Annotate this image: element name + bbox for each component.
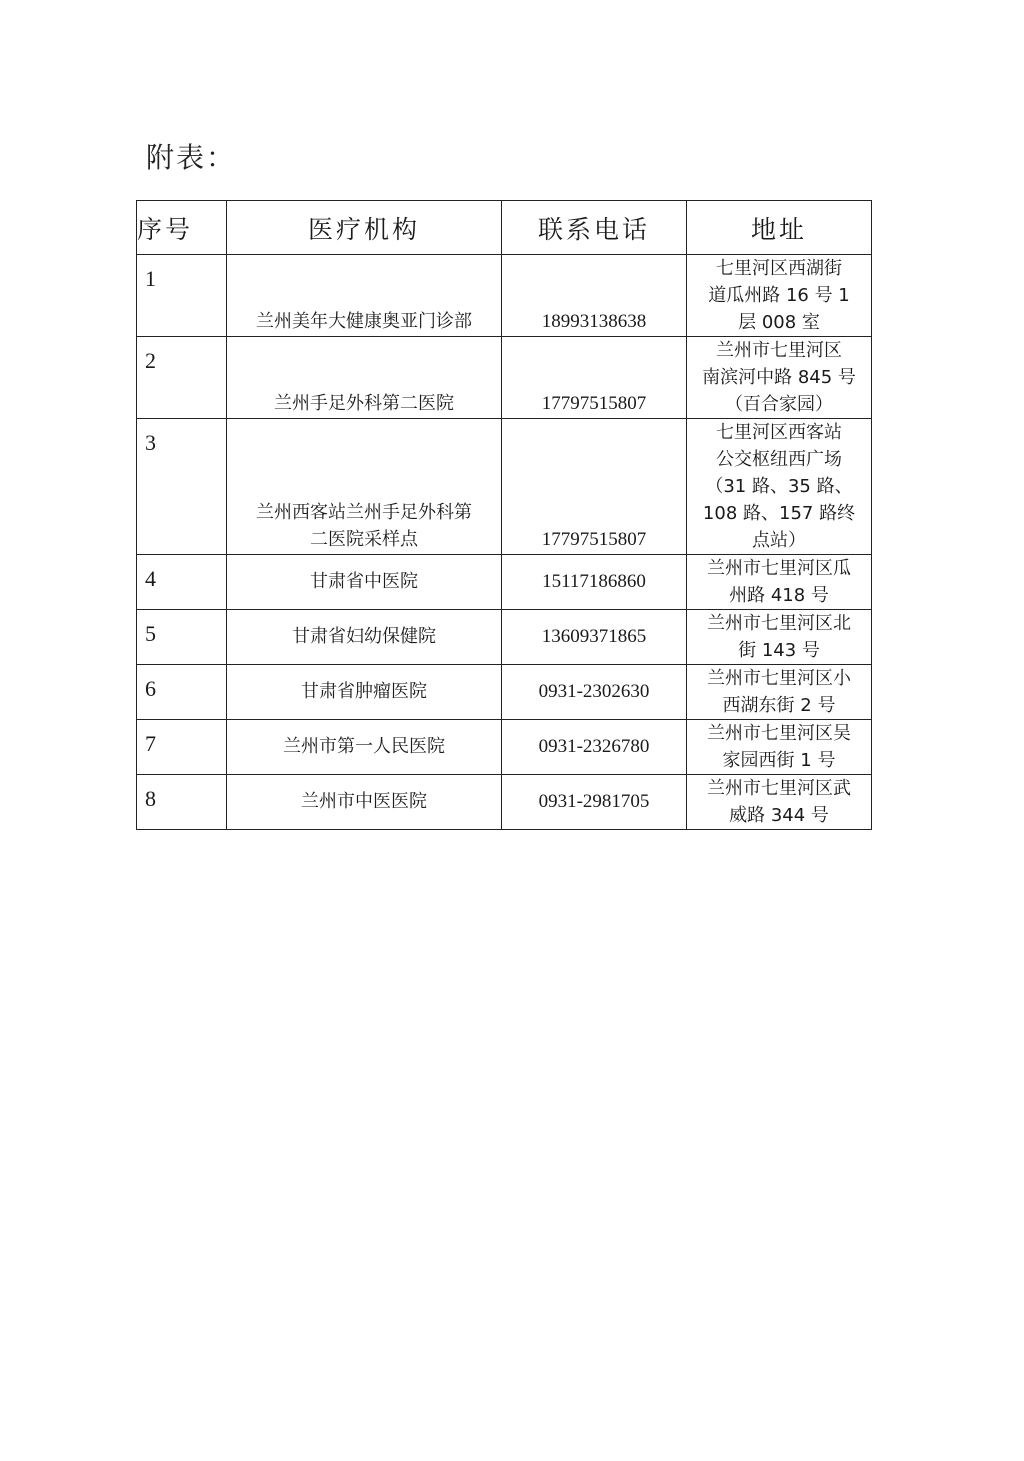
header-address: 地址 bbox=[687, 201, 872, 255]
row-institution: 兰州手足外科第二医院 bbox=[227, 337, 502, 419]
row-institution: 兰州西客站兰州手足外科第 二医院采样点 bbox=[227, 419, 502, 555]
row-seq: 7 bbox=[137, 720, 227, 775]
row-address: 兰州市七里河区瓜 州路 418 号 bbox=[687, 555, 872, 610]
row-institution: 兰州市第一人民医院 bbox=[227, 720, 502, 775]
table-row bbox=[137, 419, 872, 555]
header-seq: 序号 bbox=[137, 201, 227, 255]
table-row bbox=[137, 665, 872, 720]
row-address: 兰州市七里河区小 西湖东街 2 号 bbox=[687, 665, 872, 720]
row-phone: 15117186860 bbox=[502, 555, 687, 610]
row-seq: 5 bbox=[137, 610, 227, 665]
row-address: 兰州市七里河区北 街 143 号 bbox=[687, 610, 872, 665]
header-phone: 联系电话 bbox=[502, 201, 687, 255]
table-row bbox=[137, 720, 872, 775]
row-phone: 18993138638 bbox=[502, 255, 687, 337]
row-seq: 2 bbox=[137, 337, 227, 419]
row-seq: 8 bbox=[137, 775, 227, 830]
row-seq: 3 bbox=[137, 419, 227, 555]
row-institution: 兰州美年大健康奥亚门诊部 bbox=[227, 255, 502, 337]
table-row bbox=[137, 337, 872, 419]
row-phone: 0931-2326780 bbox=[502, 720, 687, 775]
row-institution: 甘肃省妇幼保健院 bbox=[227, 610, 502, 665]
table-row bbox=[137, 555, 872, 610]
table-row bbox=[137, 610, 872, 665]
row-institution: 甘肃省肿瘤医院 bbox=[227, 665, 502, 720]
row-seq: 4 bbox=[137, 555, 227, 610]
row-address: 七里河区西客站 公交枢纽西广场 （31 路、35 路、 108 路、157 路终 点站） bbox=[687, 419, 872, 555]
row-seq: 6 bbox=[137, 665, 227, 720]
row-phone: 17797515807 bbox=[502, 419, 687, 555]
row-address: 七里河区西湖街 道瓜州路 16 号 1 层 008 室 bbox=[687, 255, 872, 337]
row-institution: 甘肃省中医院 bbox=[227, 555, 502, 610]
table-row bbox=[137, 255, 872, 337]
row-address: 兰州市七里河区武 威路 344 号 bbox=[687, 775, 872, 830]
table-header-row bbox=[137, 201, 872, 255]
page-title: 附表： bbox=[146, 141, 237, 174]
row-address: 兰州市七里河区 南滨河中路 845 号 （百合家园） bbox=[687, 337, 872, 419]
row-phone: 13609371865 bbox=[502, 610, 687, 665]
row-phone: 17797515807 bbox=[502, 337, 687, 419]
row-institution: 兰州市中医医院 bbox=[227, 775, 502, 830]
row-seq: 1 bbox=[137, 255, 227, 337]
row-phone: 0931-2981705 bbox=[502, 775, 687, 830]
hospital-table bbox=[136, 200, 872, 830]
table-row bbox=[137, 775, 872, 830]
row-address: 兰州市七里河区吴 家园西街 1 号 bbox=[687, 720, 872, 775]
row-phone: 0931-2302630 bbox=[502, 665, 687, 720]
header-institution: 医疗机构 bbox=[227, 201, 502, 255]
